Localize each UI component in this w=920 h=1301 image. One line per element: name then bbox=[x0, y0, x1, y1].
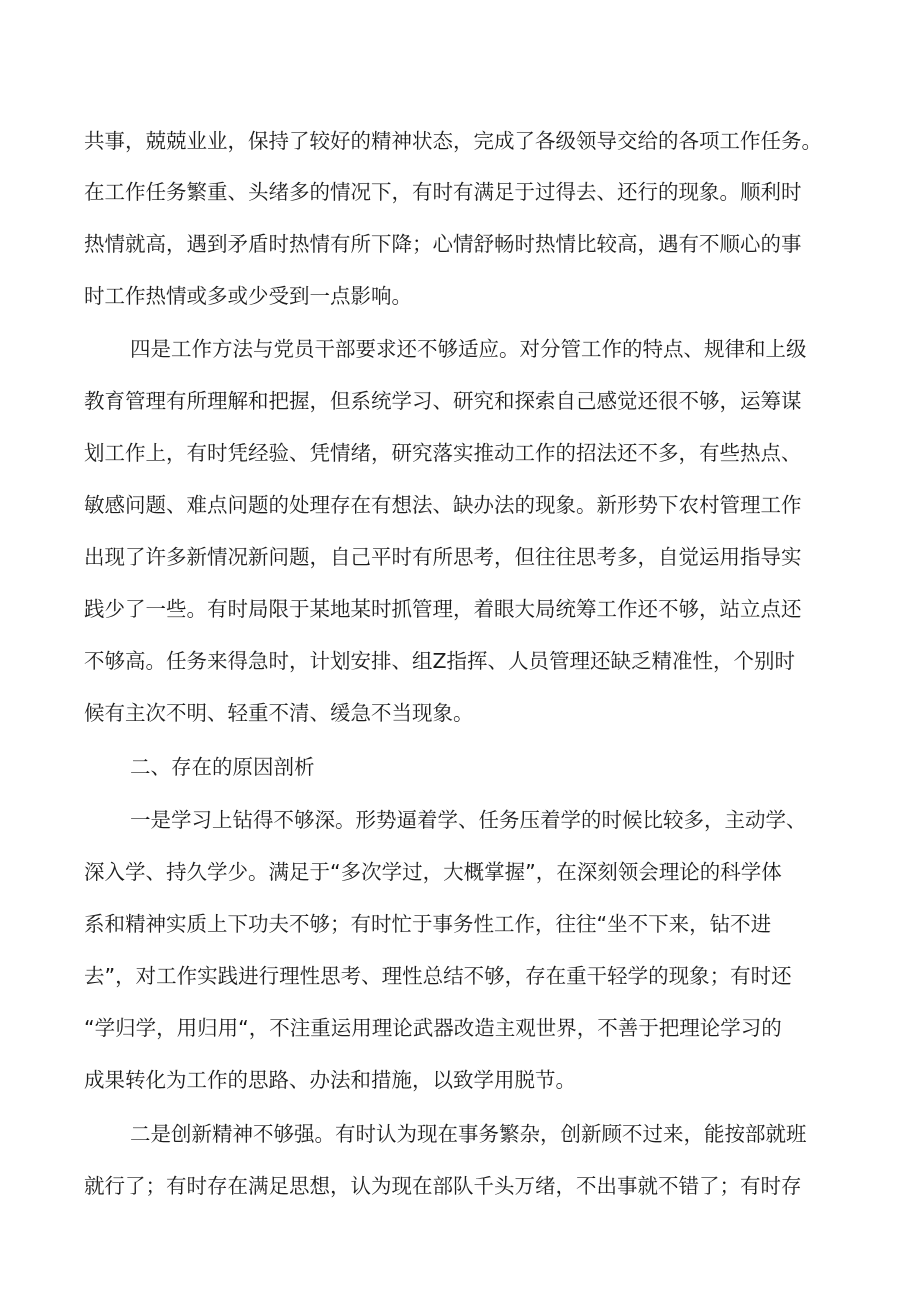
text-line: 系和精神实质上下功夫不够；有时忙于事务性工作，往往“坐不下来，钻不进 bbox=[84, 912, 772, 936]
text-line: 去”，对工作实践进行理性思考、理性总结不够，存在重干轻学的现象；有时还 bbox=[84, 964, 792, 988]
text-line: 候有主次不明、轻重不清、缓急不当现象。 bbox=[84, 701, 474, 725]
text-line: 敏感问题、难点问题的处理存在有想法、缺办法的现象。新形势下农村管理工作 bbox=[84, 493, 802, 517]
text-line: 成果转化为工作的思路、办法和措施，以致学用脱节。 bbox=[84, 1068, 576, 1092]
text-line: 不够高。任务来得急时，计划安排、组Z指挥、人员管理还缺乏精准性，个别时 bbox=[84, 649, 796, 673]
text-line: 一是学习上钻得不够深。形势逼着学、任务压着学的时候比较多，主动学、 bbox=[130, 808, 807, 832]
text-line: 深入学、持久学少。满足于“多次学过，大概掌握”，在深刻领会理论的科学体 bbox=[84, 860, 782, 884]
text-line: 教育管理有所理解和把握，但系统学习、研究和探索自己感觉还很不够，运筹谋 bbox=[84, 389, 802, 413]
text-line: “学归学，用归用“，不注重运用理论武器改造主观世界，不善于把理论学习的 bbox=[84, 1016, 782, 1040]
text-line: 就行了；有时存在满足思想，认为现在部队千头万绪，不出事就不错了；有时存 bbox=[84, 1174, 802, 1198]
text-line: 在工作任务繁重、头绪多的情况下，有时有满足于过得去、还行的现象。顺利时 bbox=[84, 180, 802, 204]
text-line: 划工作上，有时凭经验、凭情绪，研究落实推动工作的招法还不多，有些热点、 bbox=[84, 441, 802, 465]
text-line: 出现了许多新情况新问题，自己平时有所思考，但往往思考多，自觉运用指导实 bbox=[84, 545, 802, 569]
text-line: 二是创新精神不够强。有时认为现在事务繁杂，创新顾不过来，能按部就班 bbox=[130, 1122, 807, 1146]
text-line: 践少了一些。有时局限于某地某时抓管理，着眼大局统筹工作还不够，站立点还 bbox=[84, 597, 802, 621]
text-line: 时工作热情或多或少受到一点影响。 bbox=[84, 284, 412, 308]
section-heading: 二、存在的原因剖析 bbox=[130, 755, 315, 779]
text-line: 共事，兢兢业业，保持了较好的精神状态，完成了各级领导交给的各项工作任务。 bbox=[84, 129, 822, 153]
text-line: 四是工作方法与党员干部要求还不够适应。对分管工作的特点、规律和上级 bbox=[130, 337, 807, 361]
text-line: 热情就高，遇到矛盾时热情有所下降；心情舒畅时热情比较高，遇有不顺心的事 bbox=[84, 232, 802, 256]
